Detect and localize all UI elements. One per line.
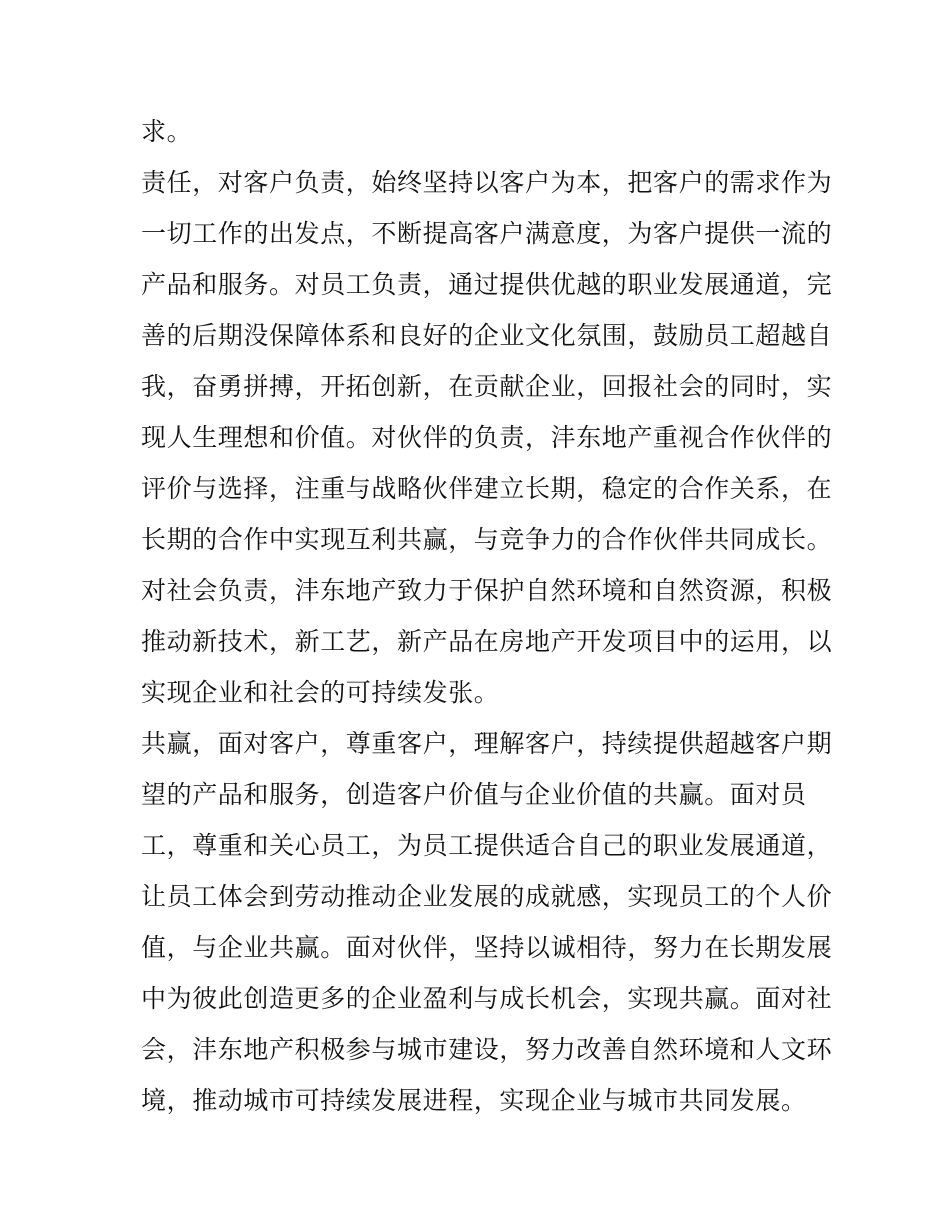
text-line-6: 我，奋勇拼搏，开拓创新，在贡献企业，回报社会的同时，实 (141, 372, 833, 401)
text-line-7: 现人生理想和价值。对伙伴的负责，沣东地产重视合作伙伴的 (141, 423, 833, 452)
document-body (141, 106, 833, 1126)
text-line-20: 境，推动城市可持续发展进程，实现企业与城市共同发展。 (141, 1086, 807, 1115)
text-line-2: 责任，对客户负责，始终坚持以客户为本，把客户的需求作为 (141, 168, 833, 197)
text-line-4: 产品和服务。对员工负责，通过提供优越的职业发展通道，完 (141, 270, 833, 299)
text-line-16: 让员工体会到劳动推动企业发展的成就感，实现员工的个人价 (141, 882, 833, 911)
text-line-17: 值，与企业共赢。面对伙伴，坚持以诚相待，努力在长期发展 (141, 933, 833, 962)
text-line-8: 评价与选择，注重与战略伙伴建立长期，稳定的合作关系，在 (141, 474, 833, 503)
text-line-11: 推动新技术，新工艺，新产品在房地产开发项目中的运用，以 (141, 627, 833, 656)
text-line-5: 善的后期没保障体系和良好的企业文化氛围，鼓励员工超越自 (141, 321, 833, 350)
text-line-13: 共赢，面对客户，尊重客户，理解客户，持续提供超越客户期 (141, 729, 833, 758)
text-line-19: 会，沣东地产积极参与城市建设，努力改善自然环境和人文环 (141, 1035, 833, 1064)
text-line-9: 长期的合作中实现互利共赢，与竞争力的合作伙伴共同成长。 (141, 525, 833, 554)
text-line-12: 实现企业和社会的可持续发张。 (141, 678, 500, 707)
text-line-10: 对社会负责，沣东地产致力于保护自然环境和自然资源，积极 (141, 576, 833, 605)
text-line-3: 一切工作的出发点，不断提高客户满意度，为客户提供一流的 (141, 219, 833, 248)
text-line-1: 求。 (141, 117, 193, 146)
text-line-18: 中为彼此创造更多的企业盈利与成长机会，实现共赢。面对社 (141, 984, 833, 1013)
text-line-14: 望的产品和服务，创造客户价值与企业价值的共赢。面对员 (141, 780, 807, 809)
text-line-15: 工，尊重和关心员工，为员工提供适合自己的职业发展通道， (141, 831, 833, 860)
